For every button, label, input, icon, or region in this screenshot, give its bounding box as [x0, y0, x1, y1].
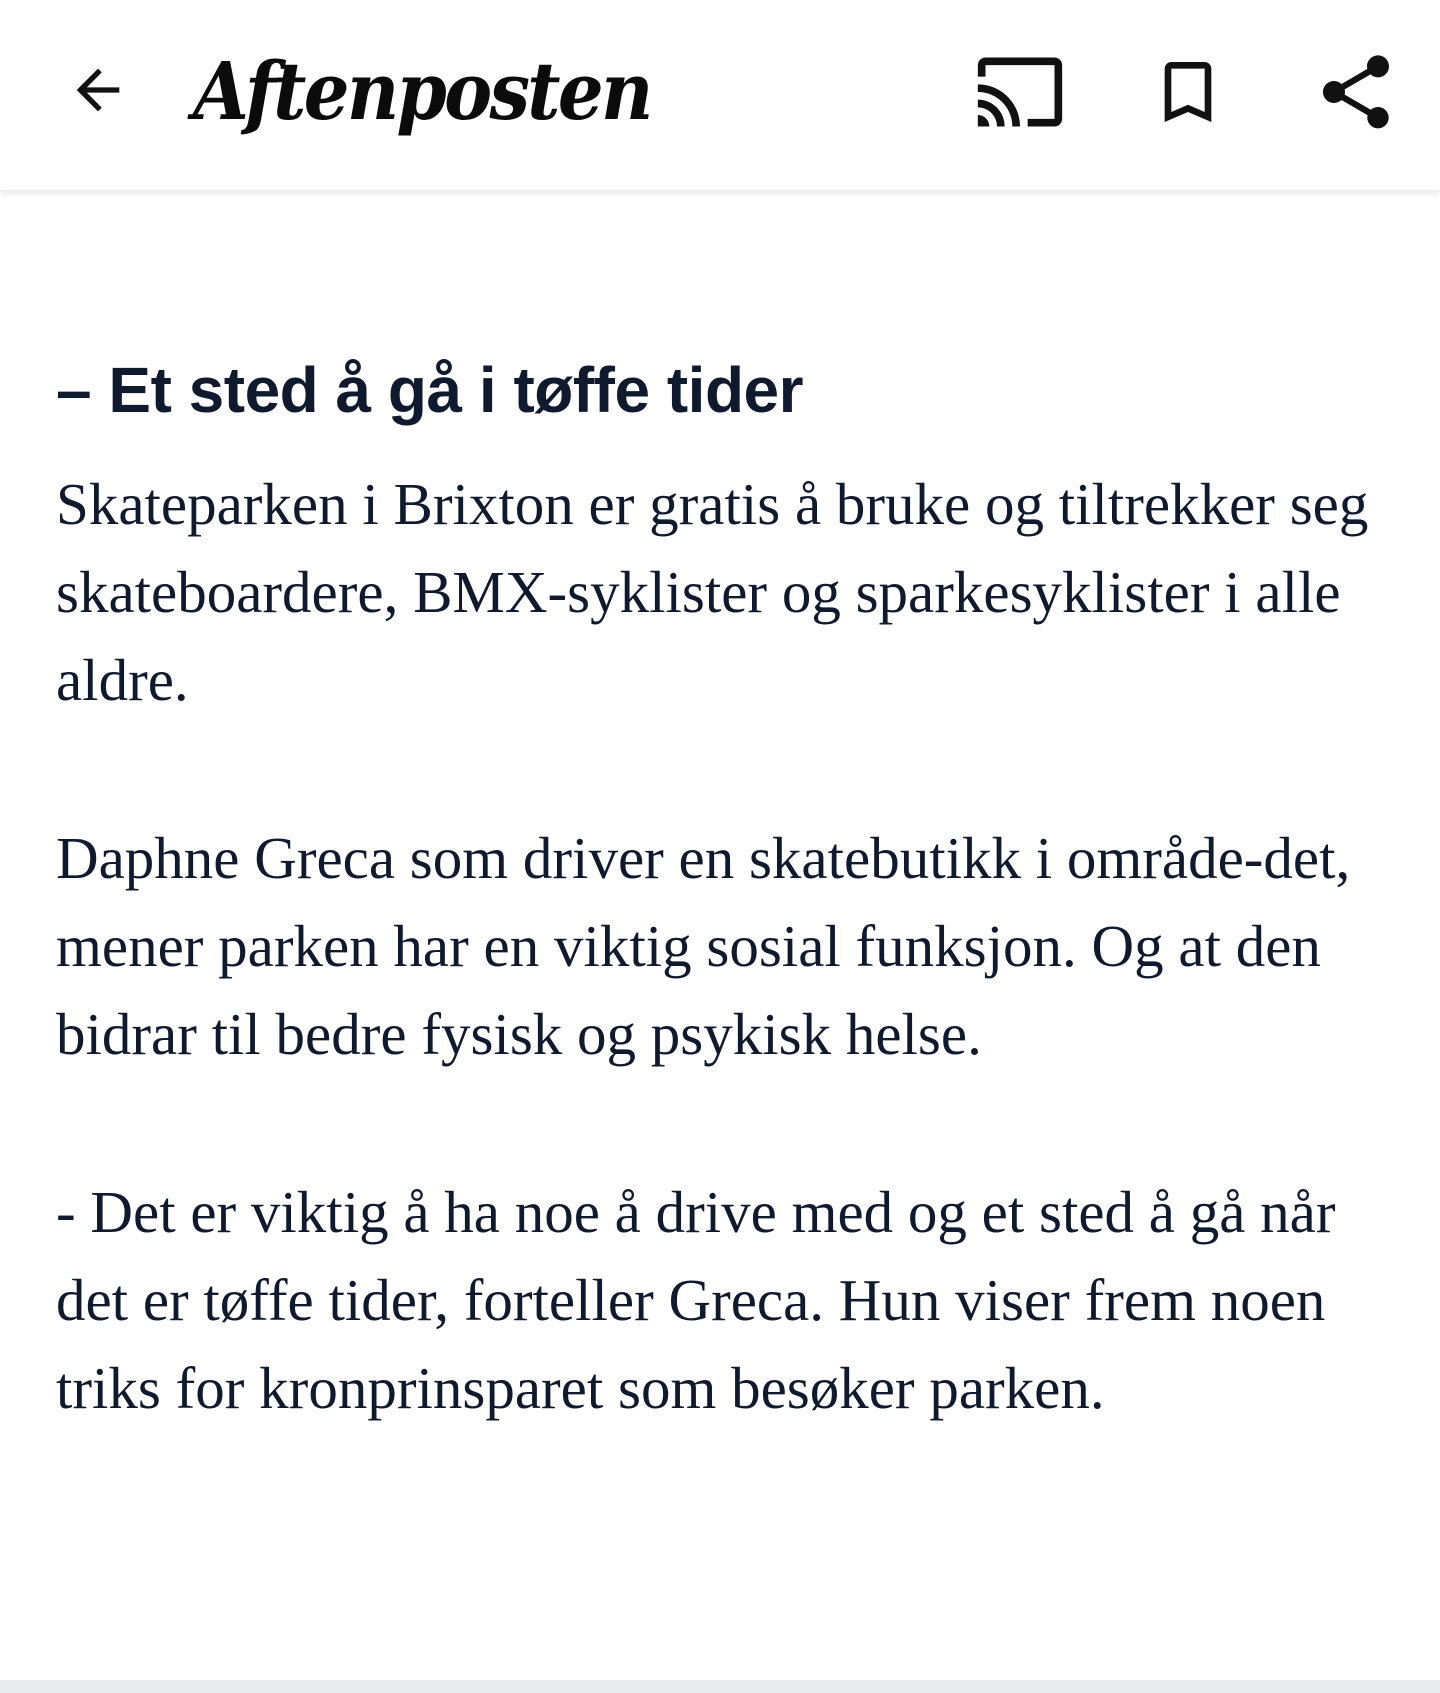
article-paragraph: Daphne Greca som driver en skatebutikk i område-det, mener parken har en viktig sosial funksjon. Og at den bidrar til bedre fysisk og psykisk helse. — [56, 825, 1351, 1067]
cast-button[interactable] — [968, 40, 1072, 144]
cast-icon — [974, 46, 1066, 138]
bottom-divider — [0, 1680, 1440, 1693]
site-logo[interactable]: Aftenposten — [193, 44, 651, 138]
article-paragraph: Skateparken i Brixton er gratis å bruke og tiltrekker seg skateboardere, BMX-syklister og sparkesyklister i alle aldre. — [56, 471, 1369, 713]
share-icon — [1312, 48, 1400, 136]
arrow-left-icon — [66, 58, 130, 122]
article-body — [56, 350, 1396, 1522]
article-subheading: – Et sted å gå i tøffe tider — [56, 354, 804, 426]
bookmark-icon — [1148, 46, 1228, 138]
bookmark-button[interactable] — [1138, 40, 1238, 144]
article-paragraph: - Det er viktig å ha noe å drive med og et sted å gå når det er tøffe tider, forteller Greca. Hun viser frem noen triks for kronprinsparet som besøker parken. — [56, 1179, 1336, 1421]
back-button[interactable] — [48, 40, 148, 140]
share-button[interactable] — [1304, 40, 1408, 144]
app-header — [0, 0, 1440, 190]
